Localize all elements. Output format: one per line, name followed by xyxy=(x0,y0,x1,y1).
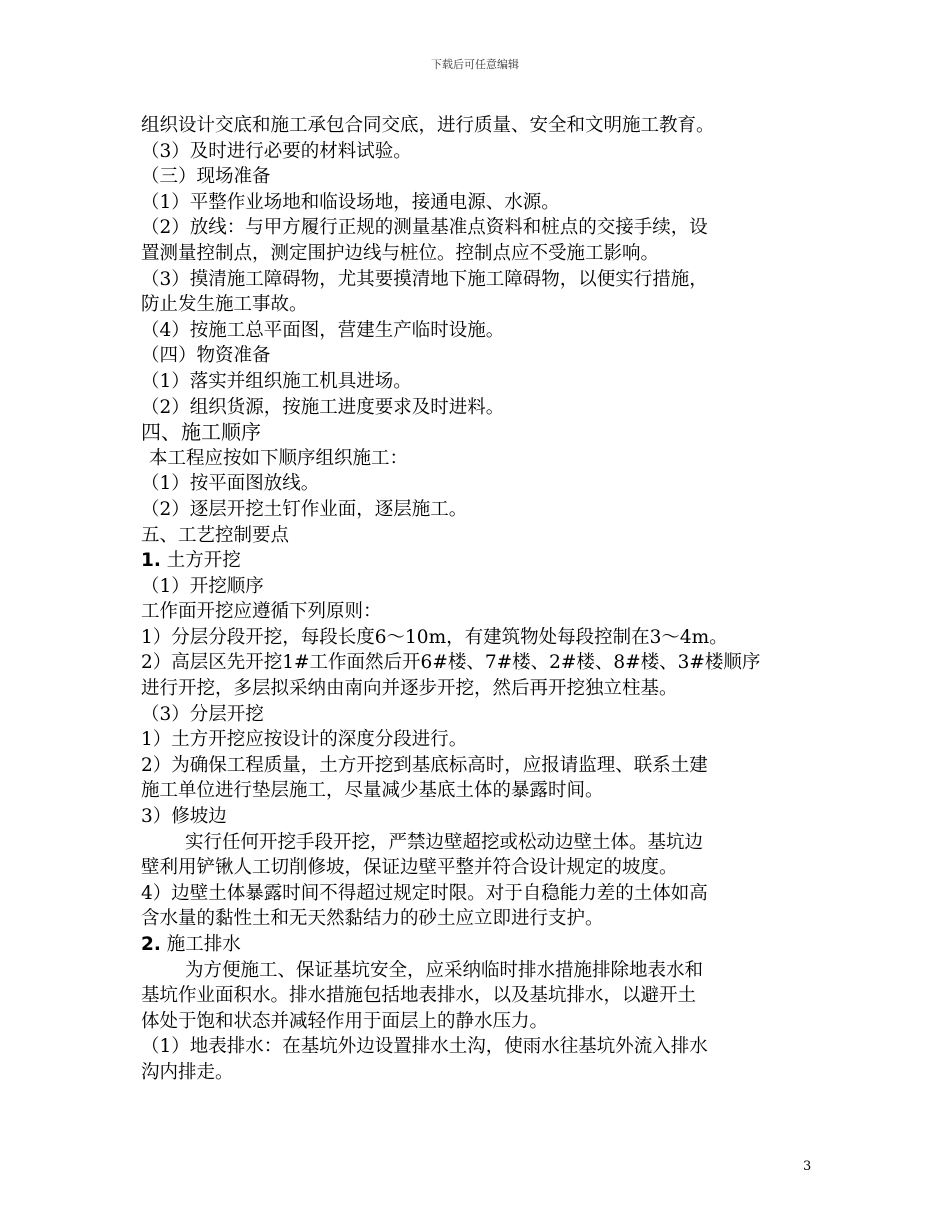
paragraph-line: 为方便施工、保证基坑安全，应采纳临时排水措施排除地表水和 xyxy=(185,959,704,981)
paragraph-line: 实行任何开挖手段开挖，严禁边壁超挖或松动边壁土体。基坑边 xyxy=(185,831,704,853)
subsection-title: 施工排水 xyxy=(166,934,241,955)
paragraph-line: （2）组织货源，按施工进度要求及时进料。 xyxy=(141,396,505,418)
paragraph-line: （1）落实并组织施工机具进场。 xyxy=(141,370,412,392)
paragraph-line: 壁利用铲锹人工切削修坡，保证边壁平整并符合设计规定的坡度。 xyxy=(141,857,678,879)
paragraph-line: 2）高层区先开挖1#工作面然后开6#楼、7#楼、2#楼、8#楼、3#楼顺序 xyxy=(141,652,761,674)
subsection-number: 1. xyxy=(141,550,161,572)
paragraph-line: 1）土方开挖应按设计的深度分段进行。 xyxy=(141,729,468,751)
paragraph-line: 基坑作业面积水。排水措施包括地表排水，以及基坑排水，以避开土 xyxy=(141,985,697,1007)
paragraph-line: （1）开挖顺序 xyxy=(141,575,264,597)
paragraph-line: 4）边壁土体暴露时间不得超过规定时限。对于自稳能力差的土体如高 xyxy=(141,882,708,904)
section-heading: （四）物资准备 xyxy=(141,345,271,367)
chapter-heading: 四、施工顺序 xyxy=(141,420,261,445)
paragraph-line: （3）摸清施工障碍物，尤其要摸清地下施工障碍物，以便实行措施， xyxy=(141,268,708,290)
paragraph-line: 防止发生施工事故。 xyxy=(141,294,308,316)
subsection-number: 2. xyxy=(141,934,161,955)
subsection-heading xyxy=(141,932,821,958)
paragraph-line: （1）平整作业场地和临设场地，接通电源、水源。 xyxy=(141,191,560,213)
paragraph-line: 本工程应按如下顺序组织施工： xyxy=(149,447,409,469)
paragraph-line: （1）地表排水：在基坑外边设置排水土沟，使雨水往基坑外流入排水 xyxy=(141,1036,708,1058)
paragraph-line: 1）分层分段开挖，每段长度6～10m，有建筑物处每段控制在3～4m。 xyxy=(141,626,728,648)
paragraph-line: （4）按施工总平面图，营建生产临时设施。 xyxy=(141,319,505,341)
paragraph-line: 进行开挖，多层拟采纳由南向并逐步开挖，然后再开挖独立柱基。 xyxy=(141,678,678,700)
paragraph-line: （2）放线：与甲方履行正规的测量基准点资料和桩点的交接手续，设 xyxy=(141,217,708,239)
paragraph-line: 置测量控制点，测定围护边线与桩位。控制点应不受施工影响。 xyxy=(141,242,660,264)
paragraph-line: （2）逐层开挖土钉作业面，逐层施工。 xyxy=(141,498,468,520)
page-number: 3 xyxy=(803,1159,812,1174)
paragraph-line: 组织设计交底和施工承包合同交底，进行质量、安全和文明施工教育。 xyxy=(141,115,715,136)
paragraph-line: 3）修坡边 xyxy=(141,806,227,828)
paragraph-line: 2）为确保工程质量，土方开挖到基底标高时，应报请监理、联系土建 xyxy=(141,754,708,776)
chapter-heading: 五、工艺控制要点 xyxy=(141,524,290,546)
document-body xyxy=(141,113,821,1086)
paragraph-line: 工作面开挖应遵循下列原则： xyxy=(141,601,382,623)
paragraph-line: 体处于饱和状态并减轻作用于面层上的静水压力。 xyxy=(141,1010,549,1032)
paragraph-line: 沟内排走。 xyxy=(141,1061,234,1083)
paragraph-line: （3）分层开挖 xyxy=(141,703,264,725)
paragraph-line: 含水量的黏性土和无天然黏结力的砂土应立即进行支护。 xyxy=(141,908,604,930)
paragraph-line: （3）及时进行必要的材料试验。 xyxy=(141,140,412,162)
paragraph-line: （1）按平面图放线。 xyxy=(141,473,320,495)
subsection-heading xyxy=(141,548,821,574)
page-header: 下载后可任意编辑 xyxy=(431,58,519,71)
subsection-title: 土方开挖 xyxy=(166,550,241,572)
section-heading: （三）现场准备 xyxy=(141,166,271,188)
paragraph-line: 施工单位进行垫层施工，尽量减少基底土体的暴露时间。 xyxy=(141,780,604,802)
